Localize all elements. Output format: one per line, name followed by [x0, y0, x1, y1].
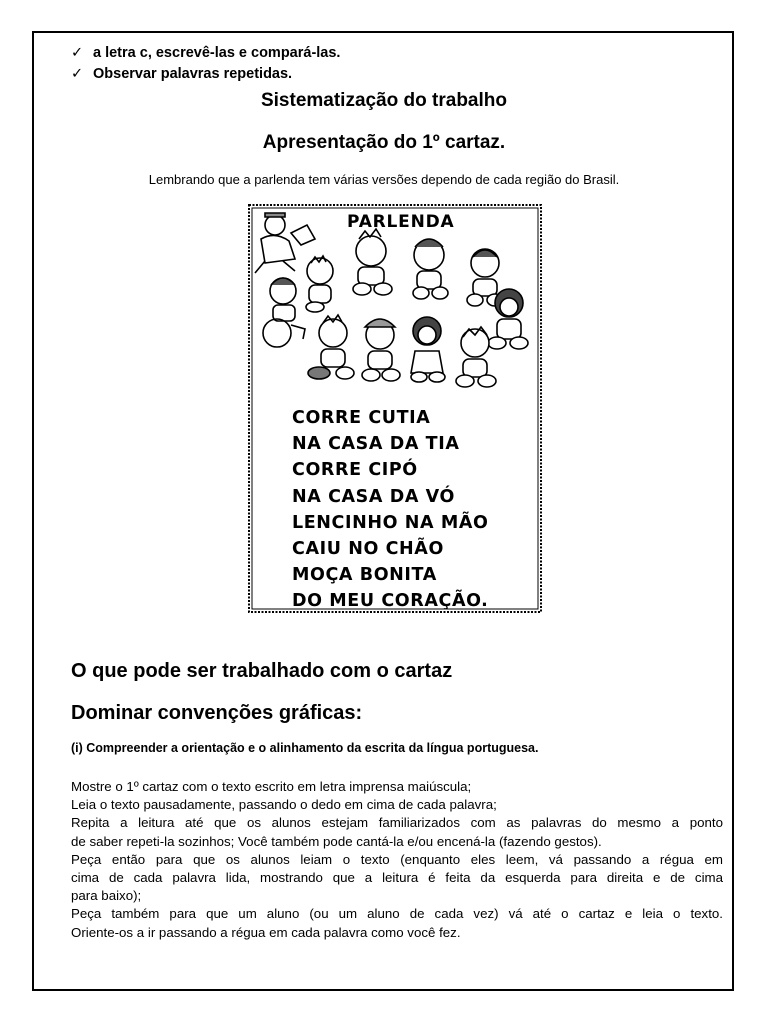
poem-line: DO MEU CORAÇÃO. [292, 591, 489, 612]
checklist-item [71, 64, 340, 85]
subsection-title: Apresentação do 1º cartaz. [262, 132, 506, 153]
section-title: Sistematização do trabalho [260, 90, 507, 111]
poster-title: PARLENDA [347, 212, 455, 232]
poem-line: LENCINHO NA MÃO [292, 512, 489, 533]
paragraph-line: Leia o texto pausadamente, passando o dedo em cima de cada palavra; [71, 797, 497, 813]
paragraph-line: para baixo); [71, 888, 142, 904]
poem-line: CORRE CUTIA [292, 408, 431, 428]
checklist-item-text: a letra c, escrevê-las e compará-las. [93, 45, 341, 61]
paragraph-line: Mostre o 1º cartaz com o texto escrito em letra imprensa maiúscula; [71, 779, 472, 794]
instructions-paragraph [71, 778, 723, 942]
poem-line: CORRE CIPÓ [292, 460, 418, 481]
checkmark-icon: ✓ [71, 45, 84, 61]
checklist-item-text: Observar palavras repetidas. [93, 66, 293, 82]
objective-text: (i) Compreender a orientação e o alinhamento da escrita da língua portuguesa. [71, 741, 539, 755]
poem-line: NA CASA DA TIA [292, 434, 460, 455]
poem-line: MOÇA BONITA [292, 565, 437, 586]
paragraph-line: Oriente-os a ir passando a régua em cada palavra como você fez. [71, 924, 461, 940]
paragraph-line: cima de cada palavra lida, mostrando que a leitura é feita da esquerda para direita e de cima [71, 869, 723, 885]
paragraph-line: Peça também para que um aluno (ou um aluno de cada vez) vá até o cartaz e leia o texto. [71, 906, 723, 922]
poster-poem [292, 405, 488, 615]
checkmark-icon: ✓ [71, 66, 84, 82]
paragraph-line: Peça então para que os alunos leiam o texto (enquanto eles leem, vá passando a régua em [71, 851, 723, 867]
paragraph-line: de saber repeti-la sozinhos; Você também pode cantá-la e/ou encená-la (fazendo gestos). [71, 833, 602, 849]
poem-line: NA CASA DA VÓ [292, 486, 455, 507]
checklist [71, 43, 340, 85]
intro-text: Lembrando que a parlenda tem várias versões dependo de cada região do Brasil. [148, 172, 620, 187]
checklist-item [71, 43, 340, 64]
heading-convencoes: Dominar convenções gráficas: [71, 702, 363, 724]
heading-cartaz: O que pode ser trabalhado com o cartaz [71, 660, 453, 682]
paragraph-line: Repita a leitura até que os alunos estejam familiarizados com as palavras do mesmo a ponto [71, 815, 723, 831]
poem-line: CAIU NO CHÃO [292, 538, 444, 559]
